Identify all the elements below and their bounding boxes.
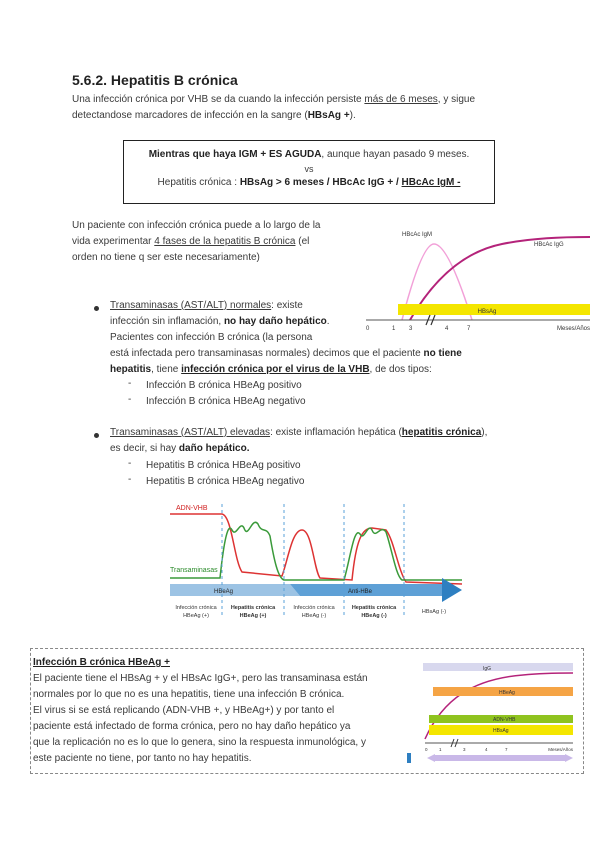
- igg-label: HBcAc IgG: [534, 242, 564, 248]
- section-title: 5.6.2. Hepatitis B crónica: [72, 72, 238, 88]
- bullet-dot: [94, 433, 99, 438]
- phase-label: Hepatitis crónica: [351, 605, 397, 611]
- svg-text:3: 3: [463, 747, 466, 752]
- svg-text:HBsAg: HBsAg: [493, 728, 509, 734]
- hbeag-bar: [170, 584, 300, 596]
- svg-text:IgG: IgG: [483, 666, 492, 672]
- igg-bar: [423, 663, 573, 671]
- phase-labels: [175, 605, 446, 619]
- svg-text:HBeAg: HBeAg: [499, 690, 515, 696]
- phase-label: HBsAg (-): [421, 609, 447, 615]
- mini-serology-chart: [403, 659, 579, 767]
- phase-label: Infección crónica: [175, 605, 217, 611]
- tick-7: 7: [467, 326, 471, 332]
- range-arrow: [435, 755, 565, 761]
- phase-label: Hepatitis crónica: [230, 605, 276, 611]
- natural-history-chart: [162, 500, 472, 624]
- tick-4: 4: [445, 326, 449, 332]
- phase-label: HBeAg (+): [183, 613, 209, 619]
- adn-label: ADN-VHB: [176, 505, 208, 512]
- sub-item: Infección B crónica HBeAg positivo: [146, 380, 302, 391]
- svg-text:0: 0: [425, 747, 428, 752]
- svg-text:4: 4: [485, 747, 488, 752]
- hbsag-label: HBsAg: [477, 309, 497, 315]
- bullet-elevated-transaminases: Transaminasas (AST/ALT) elevadas: existe inflamación hepática (hepatitis crónica), es decir, si hay daño hepático.: [110, 427, 488, 454]
- sub-item: Infección B crónica HBeAg negativo: [146, 396, 306, 407]
- sub-item: Hepatitis B crónica HBeAg positivo: [146, 460, 301, 471]
- tick-3: 3: [409, 326, 413, 332]
- hbeag-label: HBeAg: [214, 589, 234, 595]
- definition-box: Mientras que haya IGM + ES AGUDA, aunque hayan pasado 9 meses. vs Hepatitis crónica : HBsAg > 6 meses / HBcAc IgG + / HBcAc IgM -: [123, 140, 495, 204]
- timeline-arrow: [442, 578, 462, 602]
- box-body: El paciente tiene el HBsAg + y el HBsAc IgG+, pero las transaminasa están normales por lo que no es una hepatitis, tiene una infección B crónica. El virus si se está replicando (ADN-VHB +, y HBeAg+) y por tanto el paciente está infectado de forma crónica, pero no hay daño hepático ya que la replicación no es lo que lo genera, sino la respuesta inmunológica, y este paciente no tiene, por tanto no hay hepatitis.: [33, 673, 368, 764]
- svg-text:Meses/Años: Meses/Años: [548, 747, 573, 752]
- phase-label: HBeAg (+): [239, 613, 267, 619]
- range-arrow-left: [427, 754, 435, 762]
- phase-label: Infección crónica: [293, 605, 335, 611]
- antihbe-label: Anti-HBe: [348, 589, 373, 595]
- tick-0: 0: [366, 326, 370, 332]
- sub-item: Hepatitis B crónica HBeAg negativo: [146, 476, 305, 487]
- svg-text:ADN-VHB: ADN-VHB: [493, 717, 516, 723]
- trans-label: Transaminasas: [170, 567, 218, 574]
- tick-1: 1: [392, 326, 396, 332]
- phase-label: HBeAg (-): [361, 613, 387, 619]
- svg-text:7: 7: [505, 747, 508, 752]
- igm-label: HBcAc IgM: [402, 232, 433, 238]
- range-arrow-right: [565, 754, 573, 762]
- mini-marker: [407, 753, 411, 763]
- phase-label: HBeAg (-): [301, 613, 327, 619]
- bullet-dot: [94, 306, 99, 311]
- box-title: Infección B crónica HBeAg +: [33, 657, 170, 668]
- hbeag-positive-box: [30, 648, 584, 774]
- bullet-normal-transaminases: Transaminasas (AST/ALT) normales: existe infección sin inflamación, no hay daño hepático. Pacientes con infección B crónica (la persona está infectada pero transaminasas normales) decimos que el paciente no tiene hepatitis, tiene infección crónica por el virus de la VHB, de dos tipos:: [110, 300, 462, 375]
- x-unit: Meses/Años: [556, 326, 590, 332]
- intro-paragraph: Una infección crónica por VHB se da cuando la infección persiste más de 6 meses, y sigue detectandose marcadores de infección en la sangre (HBsAg +).: [72, 94, 476, 121]
- phases-paragraph: Un paciente con infección crónica puede a lo largo de la vida experimentar 4 fases de la hepatitis B crónica (el orden no tiene q ser este necesariamente): [72, 220, 321, 263]
- svg-text:1: 1: [439, 747, 442, 752]
